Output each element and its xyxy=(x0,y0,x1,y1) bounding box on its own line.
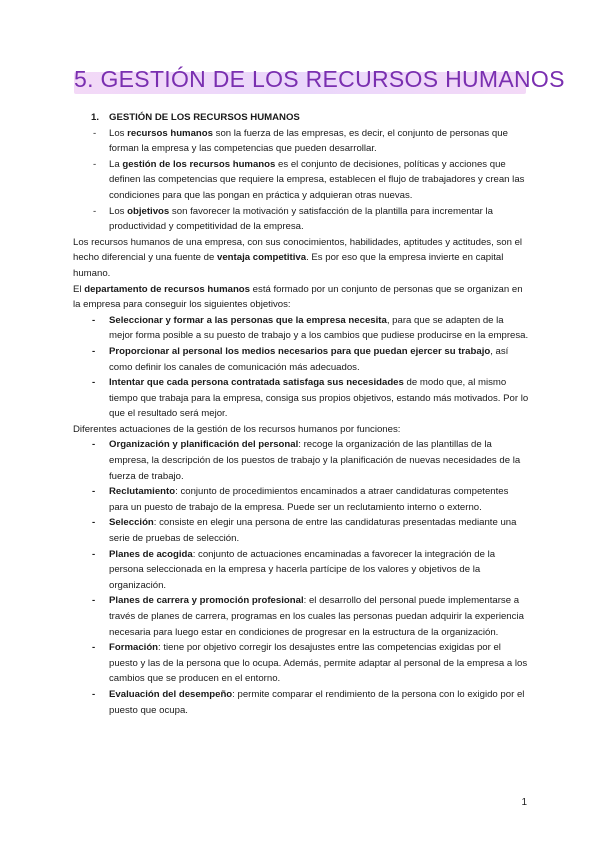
item-text: : tiene por objetivo corregir los desajustes entre las competencias exigidas por el puesto y las de la persona que lo ocupa. Además, permite adaptar al personal de la empresa a los cambios que se producen en el entorno. xyxy=(109,642,528,685)
bullet-dash: - xyxy=(92,377,96,389)
list-item xyxy=(73,157,529,204)
functions-list xyxy=(73,437,529,718)
item-text: : el desarrollo del personal puede implementarse a través de planes de carrera, programas en los cuales las personas puedan adquirir la experiencia necesaria para luego estar en condiciones de progresar en la estructura de la organización. xyxy=(109,595,524,638)
item-text: : consiste en elegir una persona de entre las candidaturas presentadas mediante una serie de pruebas de selección. xyxy=(109,517,517,545)
bullet-dash: - xyxy=(93,127,97,139)
bullet-dash: - xyxy=(92,548,96,560)
list-item xyxy=(73,687,529,718)
bullet-dash: - xyxy=(92,314,96,326)
list-item xyxy=(73,515,529,546)
bullet-dash: - xyxy=(93,205,97,217)
section-heading-text: GESTIÓN DE LOS RECURSOS HUMANOS xyxy=(109,112,300,123)
item-text: es el conjunto de decisiones, políticas y acciones que definen las competencias que requiere la empresa, establecen el flujo de trabajadores y crean las condiciones para que las pongan en práctica y adquieran otras nuevas. xyxy=(109,158,525,201)
bullet-dash: - xyxy=(92,345,96,357)
item-bold: Planes de carrera y promoción profesional xyxy=(109,595,304,607)
bullet-dash: - xyxy=(92,688,96,700)
item-bold: gestión de los recursos humanos xyxy=(122,158,276,170)
list-item xyxy=(73,204,529,235)
bullet-dash: - xyxy=(92,486,96,498)
bullet-dash: - xyxy=(92,439,96,451)
list-item xyxy=(73,593,529,640)
definitions-list xyxy=(73,126,529,235)
bullet-dash: - xyxy=(93,158,97,170)
item-bold: objetivos xyxy=(127,205,170,217)
document-body xyxy=(73,110,529,718)
item-bold: Planes de acogida xyxy=(109,548,193,560)
item-text: son favorecer la motivación y satisfacción de la plantilla para incrementar la productividad y competitividad de la empresa. xyxy=(109,205,493,233)
paragraph-actuaciones: Diferentes actuaciones de la gestión de los recursos humanos por funciones: xyxy=(73,423,401,435)
item-bold: Proporcionar al personal los medios necesarios para que puedan ejercer su trabajo xyxy=(109,345,491,357)
list-item xyxy=(73,126,529,157)
item-text: , para que se adapten de la mejor forma posible a su puesto de trabajo y a los cambios que pudiese producirse en la empresa. xyxy=(109,314,529,342)
item-text: : conjunto de procedimientos encaminados a atraer candidaturas competentes para un puesto de trabajo de la empresa. Puede ser un reclutamiento interno o externo. xyxy=(109,486,509,513)
item-text: de modo que, al mismo tiempo que trabaja para la empresa, consiga sus propios objetivos, estando más motivados. Por lo que el resultado será mejor. xyxy=(109,377,529,420)
item-bold: Reclutamiento xyxy=(109,486,176,498)
list-item xyxy=(73,437,529,484)
list-item xyxy=(73,375,529,422)
item-text: La xyxy=(109,158,123,170)
item-text: Los xyxy=(109,205,128,217)
list-item xyxy=(73,313,529,344)
title-banner xyxy=(74,64,565,98)
list-item xyxy=(73,640,529,687)
bullet-dash: - xyxy=(92,517,96,529)
paragraph-capital-humano: Los recursos humanos de una empresa, con sus conocimientos, habilidades, aptitudes y actitudes, son el hecho diferencial y una fuente de ventaja competitiva. Es por eso que la empresa invierte en capital humano. xyxy=(73,236,523,279)
item-text: Los xyxy=(109,127,128,139)
section-heading xyxy=(73,110,529,126)
item-bold: Organización y planificación del personal xyxy=(109,439,299,451)
objectives-list xyxy=(73,313,529,422)
item-bold: Seleccionar y formar a las personas que la empresa necesita xyxy=(109,314,387,326)
item-bold: Intentar que cada persona contratada satisfaga sus necesidades xyxy=(109,377,404,389)
item-text: : recoge la organización de las plantillas de la empresa, la descripción de los puestos de trabajo y la planificación de nuevas necesidades de la fuerza de trabajo. xyxy=(109,439,521,482)
list-item xyxy=(73,484,529,515)
section-number: 1. xyxy=(91,112,100,123)
page-title: 5. GESTIÓN DE LOS RECURSOS HUMANOS xyxy=(74,66,565,92)
list-item xyxy=(73,344,529,375)
paragraph-departamento: El departamento de recursos humanos está formado por un conjunto de personas que se organizan en la empresa para conseguir los siguientes objetivos: xyxy=(73,283,523,311)
item-bold: recursos humanos xyxy=(127,127,213,139)
bullet-dash: - xyxy=(92,642,96,654)
item-bold: Formación xyxy=(109,642,159,654)
page-number: 1 xyxy=(521,797,527,808)
item-bold: Evaluación del desempeño xyxy=(109,688,233,700)
item-text: , así como definir los canales de comunicación más adecuados. xyxy=(109,345,509,373)
item-text: son la fuerza de las empresas, es decir, el conjunto de personas que forman la empresa y las competencias que pueden desarrollar. xyxy=(109,127,508,155)
item-text: : conjunto de actuaciones encaminadas a favorecer la integración de la persona seleccionada en la empresa y hacerla partícipe de los valores y objetivos de la organización. xyxy=(109,548,496,591)
list-item xyxy=(73,547,529,594)
item-text: : permite comparar el rendimiento de la persona con lo exigido por el puesto que ocupa. xyxy=(109,688,525,716)
bullet-dash: - xyxy=(92,595,96,607)
item-bold: Selección xyxy=(109,517,154,529)
